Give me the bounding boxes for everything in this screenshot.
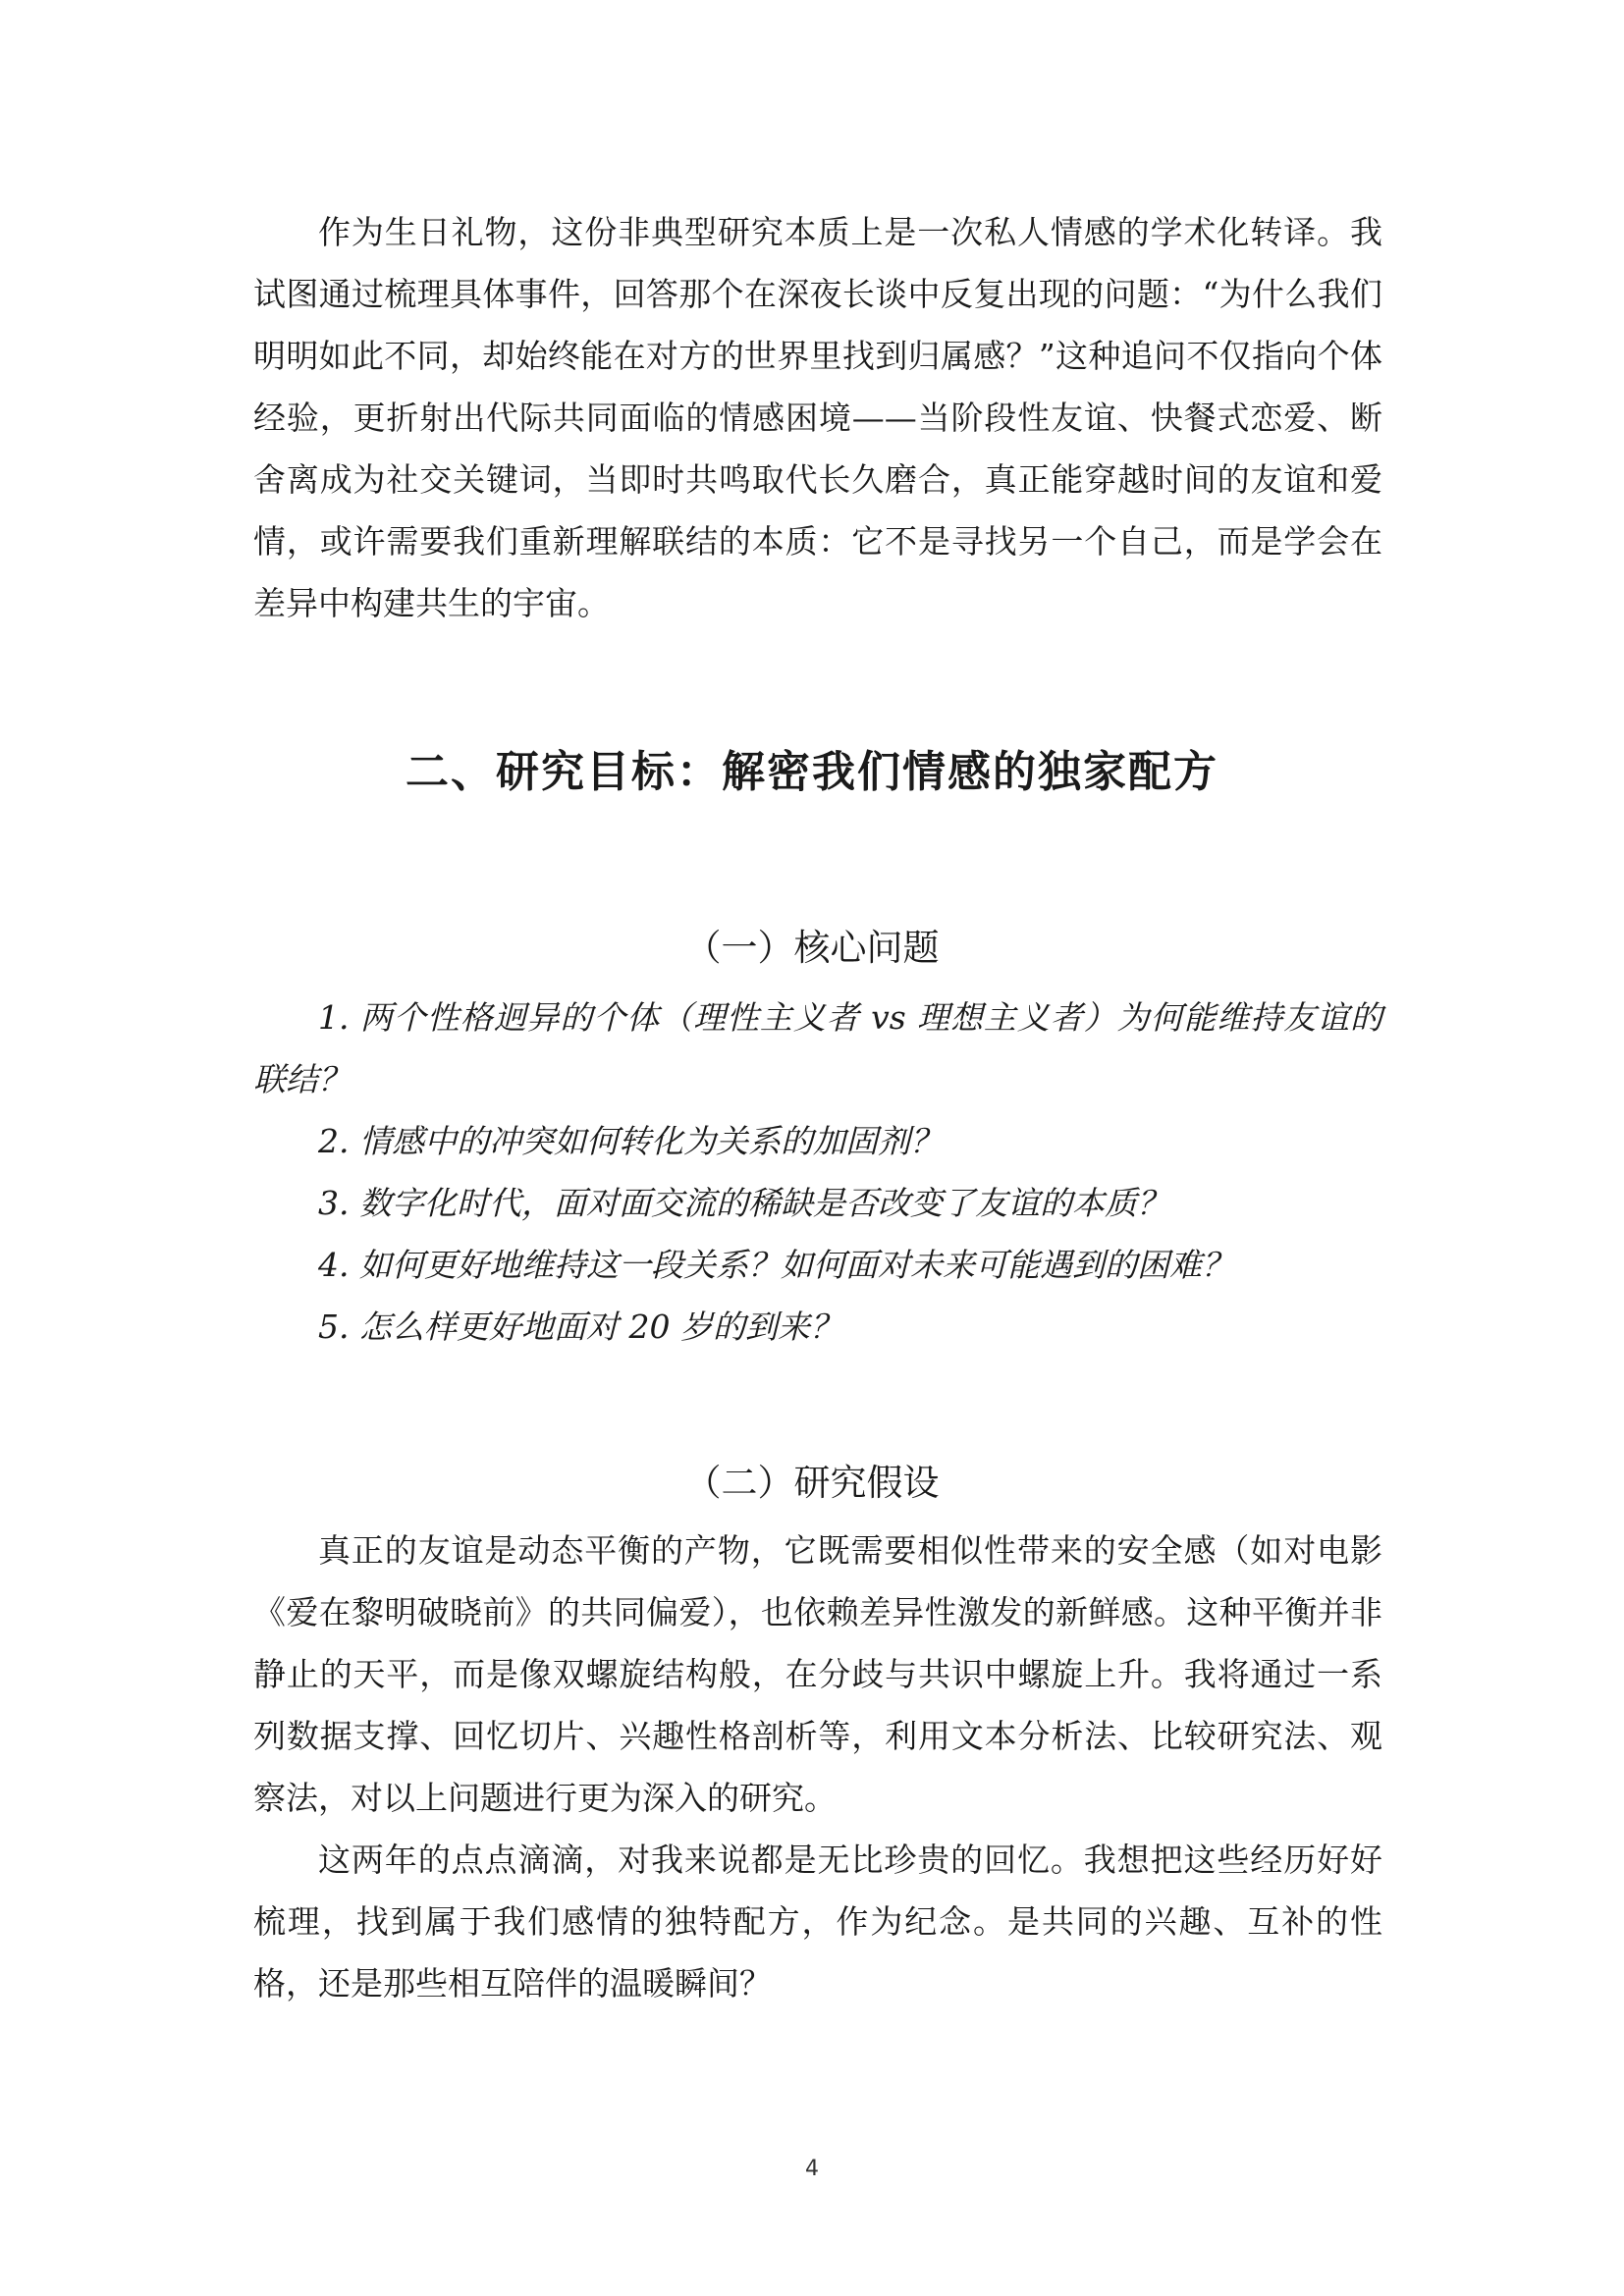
question-item-1: 1. 两个性格迥异的个体（理性主义者 vs 理想主义者）为何能维持友谊的联结？ <box>253 998 1382 1098</box>
intro-paragraph: 作为生日礼物，这份非典型研究本质上是一次私人情感的学术化转译。我试图通过梳理具体事件，回答那个在深夜长谈中反复出现的问题：“为什么我们明明如此不同，却始终能在对方的世界里找到归属感？”这种追问不仅指向个体经验，更折射出代际共同面临的情感困境——当阶段性友谊、快餐式恋爱、断舍离成为社交关键词，当即时共鸣取代长久磨合，真正能穿越时间的友谊和爱情，或许需要我们重新理解联结的本质：它不是寻找另一个自己，而是学会在差异中构建共生的宇宙。 <box>253 213 1382 622</box>
hypothesis-heading: （二）研究假设 <box>684 1462 940 1504</box>
question-item-3: 3. 数字化时代，面对面交流的稀缺是否改变了友谊的本质？ <box>318 1184 1169 1222</box>
section-heading: 二、研究目标：解密我们情感的独家配方 <box>406 747 1218 797</box>
core-questions-list <box>253 987 1382 1358</box>
page-number: 4 <box>805 2157 819 2181</box>
question-item-4: 4. 如何更好地维持这一段关系？如何面对未来可能遇到的困难？ <box>318 1246 1234 1284</box>
hypothesis-paragraph: 真正的友谊是动态平衡的产物，它既需要相似性带来的安全感（如对电影《爱在黎明破晓前》的共同偏爱），也依赖差异性激发的新鲜感。这种平衡并非静止的天平，而是像双螺旋结构般，在分歧与共识中螺旋上升。我将通过一系列数据支撑、回忆切片、兴趣性格剖析等，利用文本分析法、比较研究法、观察法，对以上问题进行更为深入的研究。 <box>253 1531 1382 1817</box>
question-item-5: 5. 怎么样更好地面对 20 岁的到来？ <box>318 1308 842 1346</box>
question-item-2: 2. 情感中的冲突如何转化为关系的加固剂？ <box>318 1122 943 1160</box>
core-questions-heading: （一）核心问题 <box>684 927 940 969</box>
memories-paragraph: 这两年的点点滴滴，对我来说都是无比珍贵的回忆。我想把这些经历好好梳理，找到属于我们感情的独特配方，作为纪念。是共同的兴趣、互补的性格，还是那些相互陪伴的温暖瞬间？ <box>253 1841 1382 2002</box>
